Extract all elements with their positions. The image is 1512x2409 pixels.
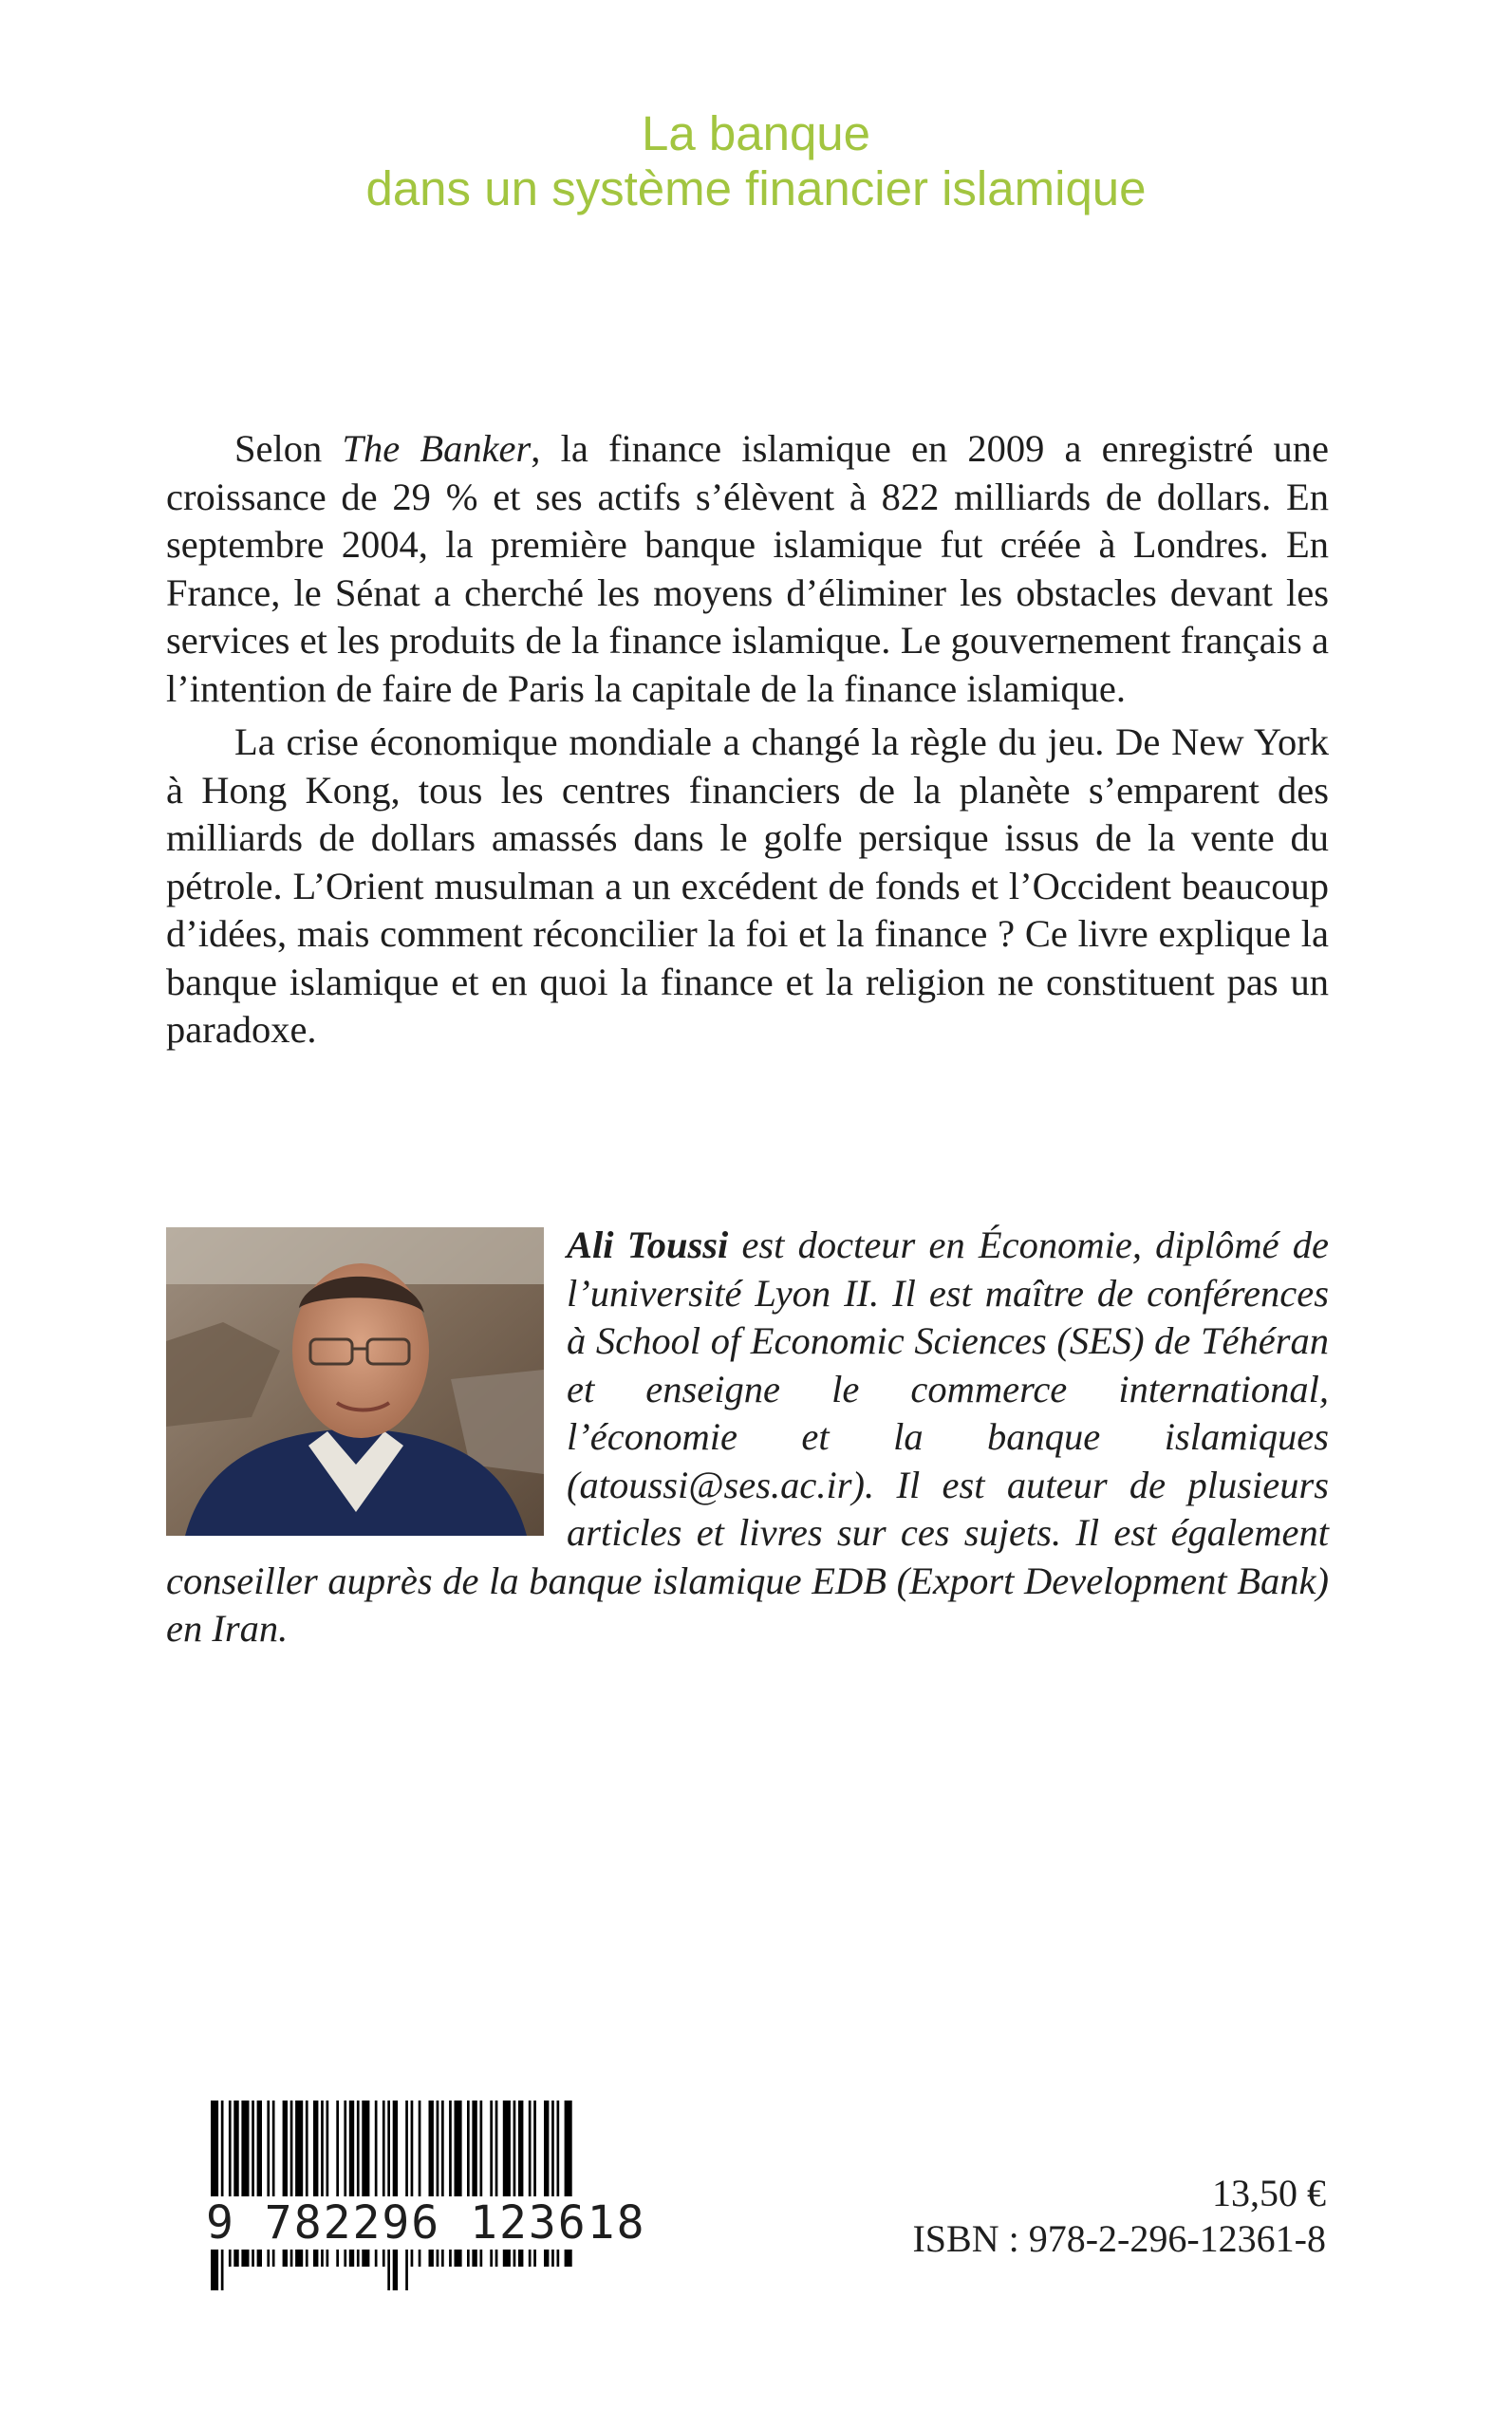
summary-text xyxy=(166,425,1329,1055)
barcode-bar xyxy=(211,2101,218,2290)
author-bio-text: est docteur en Économie, diplômé de l’université Lyon II. Il est maître de conférences à School of Economic Sciences (SES) de Téhéran et enseigne le commerce international, l’économie et la banque islamiques (atoussi@ses.ac.ir). Il est auteur de plusieurs articles et livres sur ces sujets. Il est également conseiller auprès de la banque islamique EDB (Export Development Bank) en Iran. xyxy=(166,1223,1329,1650)
summary-p1-prefix: Selon xyxy=(234,427,343,470)
author-bio xyxy=(166,1222,1329,1653)
title-line-1: La banque xyxy=(641,106,871,160)
barcode-digits: 9 782296 123618 xyxy=(206,2196,646,2250)
summary-p1-rest: , la finance islamique en 2009 a enregistré une croissance de 29 % et ses actifs s’élèvent à 822 milliards de dollars. En septembre 2004, la première banque islamique fut créée à Londres. En France, le Sénat a cherché les moyens d’éliminer les obstacles devant les services et les produits de la finance islamique. Le gouvernement français a l’intention de faire de Paris la capitale de la finance islamique. xyxy=(166,427,1329,710)
price: 13,50 € xyxy=(1212,2172,1326,2214)
barcode-bars xyxy=(211,2101,573,2290)
author-name: Ali Toussi xyxy=(567,1223,729,1266)
book-title xyxy=(0,106,1512,216)
author-photo-image xyxy=(166,1227,544,1536)
barcode-bar xyxy=(221,2101,224,2290)
title-line-2: dans un système financier islamique xyxy=(365,161,1147,215)
isbn-barcode xyxy=(211,2101,573,2290)
summary-paragraph-2: La crise économique mondiale a changé la règle du jeu. De New York à Hong Kong, tous les centres financiers de la planète s’emparent des milliards de dollars amassés dans le golfe persique issus de la vente du pétrole. L’Orient musulman a un excédent de fonds et l’Occident beaucoup d’idées, mais comment réconcilier la foi et la finance ? Ce livre explique la banque islamique et en quoi la finance et la religion ne constituent pas un paradoxe. xyxy=(166,720,1329,1051)
barcode-bar xyxy=(393,2101,398,2290)
barcode-bar xyxy=(387,2101,390,2290)
summary-paragraph-1 xyxy=(166,425,1329,713)
author-photo xyxy=(166,1227,544,1536)
publication-name: The Banker xyxy=(342,427,532,470)
isbn-number: ISBN : 978-2-296-12361-8 xyxy=(912,2217,1326,2260)
barcode-bar xyxy=(405,2101,408,2290)
